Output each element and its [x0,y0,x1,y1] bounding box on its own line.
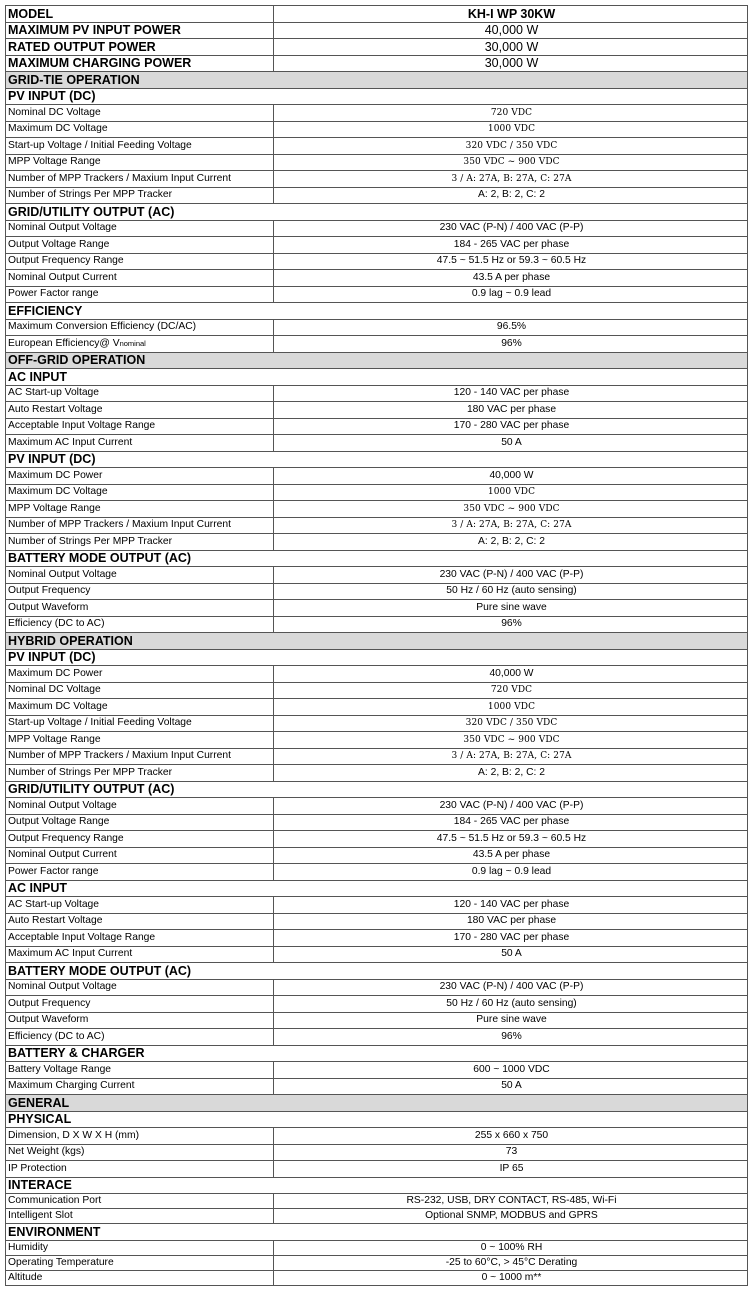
subsection-title: BATTERY MODE OUTPUT (AC) [6,963,748,980]
spec-value: 184 - 265 VAC per phase [274,237,748,254]
max-charging-value: 30,000 W [274,55,748,72]
spec-value: 96% [274,336,748,353]
spec-value: 0.9 lag ~ 0.9 lead [274,864,748,881]
subsection-header [6,88,748,105]
spec-label: Maximum DC Voltage [6,484,274,501]
spec-row [6,567,748,584]
section-title: HYBRID OPERATION [6,633,748,650]
spec-label: Maximum AC Input Current [6,946,274,963]
european-efficiency-label: European Efficiency@ V [8,337,120,349]
spec-value: 180 VAC per phase [274,402,748,419]
spec-label: Output Waveform [6,1012,274,1029]
spec-value: Pure sine wave [274,600,748,617]
spec-label: Maximum DC Voltage [6,121,274,138]
spec-value: 350 VDC ~ 900 VDC [274,732,748,749]
spec-row [6,1209,748,1224]
spec-label: Maximum Conversion Efficiency (DC/AC) [6,319,274,336]
spec-value: 320 VDC / 350 VDC [274,715,748,732]
spec-value: 0.9 lag ~ 0.9 lead [274,286,748,303]
spec-row [6,187,748,204]
spec-value: 320 VDC / 350 VDC [274,138,748,155]
spec-label: Number of MPP Trackers / Maxium Input Current [6,748,274,765]
spec-label: Power Factor range [6,864,274,881]
spec-row [6,237,748,254]
spec-row [6,600,748,617]
model-label: MODEL [6,6,274,23]
spec-label: Net Weight (kgs) [6,1144,274,1161]
spec-row [6,253,748,270]
spec-value: 720 VDC [274,682,748,699]
spec-table [5,5,748,1286]
spec-row [6,1144,748,1161]
spec-value: 170 - 280 VAC per phase [274,930,748,947]
spec-row [6,798,748,815]
section-header [6,633,748,650]
spec-label: Nominal Output Current [6,270,274,287]
spec-value: 47.5 ~ 51.5 Hz or 59.3 ~ 60.5 Hz [274,831,748,848]
spec-label: IP Protection [6,1161,274,1178]
spec-value: A: 2, B: 2, C: 2 [274,187,748,204]
spec-row [6,154,748,171]
spec-value: 0 ~ 1000 m** [274,1270,748,1285]
spec-label: Acceptable Input Voltage Range [6,930,274,947]
subsection-header [6,1177,748,1194]
spec-label: Communication Port [6,1194,274,1209]
spec-label: Output Waveform [6,600,274,617]
subsection-title: PHYSICAL [6,1111,748,1128]
spec-label: Maximum AC Input Current [6,435,274,452]
spec-row [6,336,748,353]
section-header [6,352,748,369]
subsection-title: GRID/UTILITY OUTPUT (AC) [6,781,748,798]
spec-value: 230 VAC (P-N) / 400 VAC (P-P) [274,567,748,584]
spec-label: Number of Strings Per MPP Tracker [6,187,274,204]
spec-row [6,583,748,600]
subsection-header [6,781,748,798]
spec-label: MPP Voltage Range [6,732,274,749]
spec-row [6,946,748,963]
spec-label: Battery Voltage Range [6,1062,274,1079]
spec-row [6,1078,748,1095]
spec-label: Output Frequency Range [6,253,274,270]
spec-value: 350 VDC ~ 900 VDC [274,501,748,518]
spec-value: 170 - 280 VAC per phase [274,418,748,435]
spec-row [6,484,748,501]
spec-value: 50 A [274,1078,748,1095]
spec-row [6,666,748,683]
spec-value: 50 A [274,435,748,452]
spec-label: Maximum DC Voltage [6,699,274,716]
spec-row [6,270,748,287]
spec-value: 50 Hz / 60 Hz (auto sensing) [274,583,748,600]
spec-row [6,501,748,518]
spec-label: Efficiency (DC to AC) [6,1029,274,1046]
spec-value: 255 x 660 x 750 [274,1128,748,1145]
spec-row [6,517,748,534]
spec-value: 47.5 ~ 51.5 Hz or 59.3 ~ 60.5 Hz [274,253,748,270]
spec-value: 40,000 W [274,468,748,485]
spec-value: 3 / A: 27A, B: 27A, C: 27A [274,748,748,765]
spec-row [6,765,748,782]
spec-row [6,748,748,765]
spec-value: 120 - 140 VAC per phase [274,897,748,914]
spec-value: Optional SNMP, MODBUS and GPRS [274,1209,748,1224]
max-pv-input-value: 40,000 W [274,22,748,39]
spec-value: 1000 VDC [274,121,748,138]
spec-label: Output Voltage Range [6,237,274,254]
spec-value: 3 / A: 27A, B: 27A, C: 27A [274,171,748,188]
spec-value: Pure sine wave [274,1012,748,1029]
spec-label: MPP Voltage Range [6,154,274,171]
spec-row [6,1161,748,1178]
subsection-title: PV INPUT (DC) [6,649,748,666]
subsection-header [6,303,748,320]
spec-label: Maximum DC Power [6,468,274,485]
subsection-title: INTERACE [6,1177,748,1194]
spec-row [6,220,748,237]
spec-value: 43.5 A per phase [274,270,748,287]
spec-label: Number of Strings Per MPP Tracker [6,534,274,551]
spec-label: Nominal DC Voltage [6,105,274,122]
spec-label: Output Frequency [6,996,274,1013]
subsection-header [6,550,748,567]
spec-row [6,1194,748,1209]
spec-label: Start-up Voltage / Initial Feeding Voltage [6,715,274,732]
spec-value: 43.5 A per phase [274,847,748,864]
spec-row [6,847,748,864]
spec-value: RS-232, USB, DRY CONTACT, RS-485, Wi-Fi [274,1194,748,1209]
spec-label: Altitude [6,1270,274,1285]
spec-row [6,121,748,138]
subsection-title: AC INPUT [6,369,748,386]
subsection-title: EFFICIENCY [6,303,748,320]
rated-output-value: 30,000 W [274,39,748,56]
section-title: GRID-TIE OPERATION [6,72,748,89]
max-charging-label: MAXIMUM CHARGING POWER [6,55,274,72]
max-pv-input-row [6,22,748,39]
subsection-header [6,369,748,386]
section-header [6,1095,748,1112]
spec-row [6,1270,748,1285]
spec-label: Output Voltage Range [6,814,274,831]
spec-label: Number of Strings Per MPP Tracker [6,765,274,782]
spec-label: Efficiency (DC to AC) [6,616,274,633]
spec-value: 720 VDC [274,105,748,122]
spec-label: Nominal Output Voltage [6,220,274,237]
spec-row [6,1128,748,1145]
spec-row [6,1062,748,1079]
spec-label: Dimension, D X W X H (mm) [6,1128,274,1145]
spec-value: 1000 VDC [274,699,748,716]
subsection-header [6,1045,748,1062]
spec-row [6,699,748,716]
subsection-title: PV INPUT (DC) [6,88,748,105]
spec-row [6,286,748,303]
spec-label: Power Factor range [6,286,274,303]
subsection-title: BATTERY MODE OUTPUT (AC) [6,550,748,567]
spec-row [6,715,748,732]
spec-value: 0 ~ 100% RH [274,1240,748,1255]
spec-value: 350 VDC ~ 900 VDC [274,154,748,171]
spec-value: IP 65 [274,1161,748,1178]
spec-row [6,682,748,699]
spec-label: Acceptable Input Voltage Range [6,418,274,435]
spec-label: Output Frequency Range [6,831,274,848]
spec-label: Nominal Output Voltage [6,798,274,815]
spec-value: 3 / A: 27A, B: 27A, C: 27A [274,517,748,534]
subsection-header [6,1111,748,1128]
spec-row [6,864,748,881]
subsection-header [6,1224,748,1241]
european-efficiency-subscript: nominal [119,338,146,348]
spec-row [6,831,748,848]
section-header [6,72,748,89]
spec-row [6,1255,748,1270]
spec-value: -25 to 60°C, > 45°C Derating [274,1255,748,1270]
subsection-title: ENVIRONMENT [6,1224,748,1241]
rated-output-label: RATED OUTPUT POWER [6,39,274,56]
spec-value: 230 VAC (P-N) / 400 VAC (P-P) [274,220,748,237]
spec-value: A: 2, B: 2, C: 2 [274,765,748,782]
spec-value: 1000 VDC [274,484,748,501]
spec-label [6,336,274,353]
subsection-header [6,204,748,221]
spec-value: 50 A [274,946,748,963]
spec-row [6,930,748,947]
spec-value: 40,000 W [274,666,748,683]
spec-row [6,468,748,485]
subsection-title: BATTERY & CHARGER [6,1045,748,1062]
spec-row [6,913,748,930]
spec-value: 96.5% [274,319,748,336]
spec-value: 184 - 265 VAC per phase [274,814,748,831]
max-pv-input-label: MAXIMUM PV INPUT POWER [6,22,274,39]
subsection-title: AC INPUT [6,880,748,897]
spec-label: Start-up Voltage / Initial Feeding Voltage [6,138,274,155]
spec-row [6,979,748,996]
spec-row [6,435,748,452]
spec-label: Nominal Output Voltage [6,979,274,996]
model-row [6,6,748,23]
spec-row [6,385,748,402]
spec-row [6,732,748,749]
section-title: GENERAL [6,1095,748,1112]
spec-label: Maximum DC Power [6,666,274,683]
subsection-header [6,451,748,468]
spec-value: 600 ~ 1000 VDC [274,1062,748,1079]
spec-value: 180 VAC per phase [274,913,748,930]
spec-label: Number of MPP Trackers / Maxium Input Current [6,517,274,534]
spec-row [6,319,748,336]
spec-value: 50 Hz / 60 Hz (auto sensing) [274,996,748,1013]
spec-row [6,814,748,831]
spec-row [6,1240,748,1255]
spec-label: AC Start-up Voltage [6,897,274,914]
subsection-header [6,649,748,666]
spec-label: Intelligent Slot [6,1209,274,1224]
spec-label: Humidity [6,1240,274,1255]
spec-row [6,418,748,435]
spec-label: Auto Restart Voltage [6,402,274,419]
spec-value: 230 VAC (P-N) / 400 VAC (P-P) [274,798,748,815]
max-charging-row [6,55,748,72]
spec-row [6,138,748,155]
spec-label: Nominal DC Voltage [6,682,274,699]
spec-row [6,1012,748,1029]
spec-row [6,996,748,1013]
spec-value: 96% [274,616,748,633]
spec-label: Nominal Output Voltage [6,567,274,584]
spec-label: Maximum Charging Current [6,1078,274,1095]
spec-row [6,171,748,188]
spec-value: 230 VAC (P-N) / 400 VAC (P-P) [274,979,748,996]
spec-value: A: 2, B: 2, C: 2 [274,534,748,551]
spec-row [6,897,748,914]
spec-row [6,616,748,633]
subsection-header [6,963,748,980]
model-value: KH-I WP 30KW [274,6,748,23]
spec-label: Auto Restart Voltage [6,913,274,930]
spec-label: MPP Voltage Range [6,501,274,518]
spec-label: Output Frequency [6,583,274,600]
spec-label: Operating Temperature [6,1255,274,1270]
spec-label: Number of MPP Trackers / Maxium Input Current [6,171,274,188]
subsection-title: GRID/UTILITY OUTPUT (AC) [6,204,748,221]
spec-label: AC Start-up Voltage [6,385,274,402]
spec-row [6,1029,748,1046]
section-title: OFF-GRID OPERATION [6,352,748,369]
subsection-header [6,880,748,897]
spec-row [6,402,748,419]
spec-value: 73 [274,1144,748,1161]
spec-value: 96% [274,1029,748,1046]
spec-value: 120 - 140 VAC per phase [274,385,748,402]
rated-output-row [6,39,748,56]
spec-row [6,534,748,551]
spec-label: Nominal Output Current [6,847,274,864]
subsection-title: PV INPUT (DC) [6,451,748,468]
spec-row [6,105,748,122]
